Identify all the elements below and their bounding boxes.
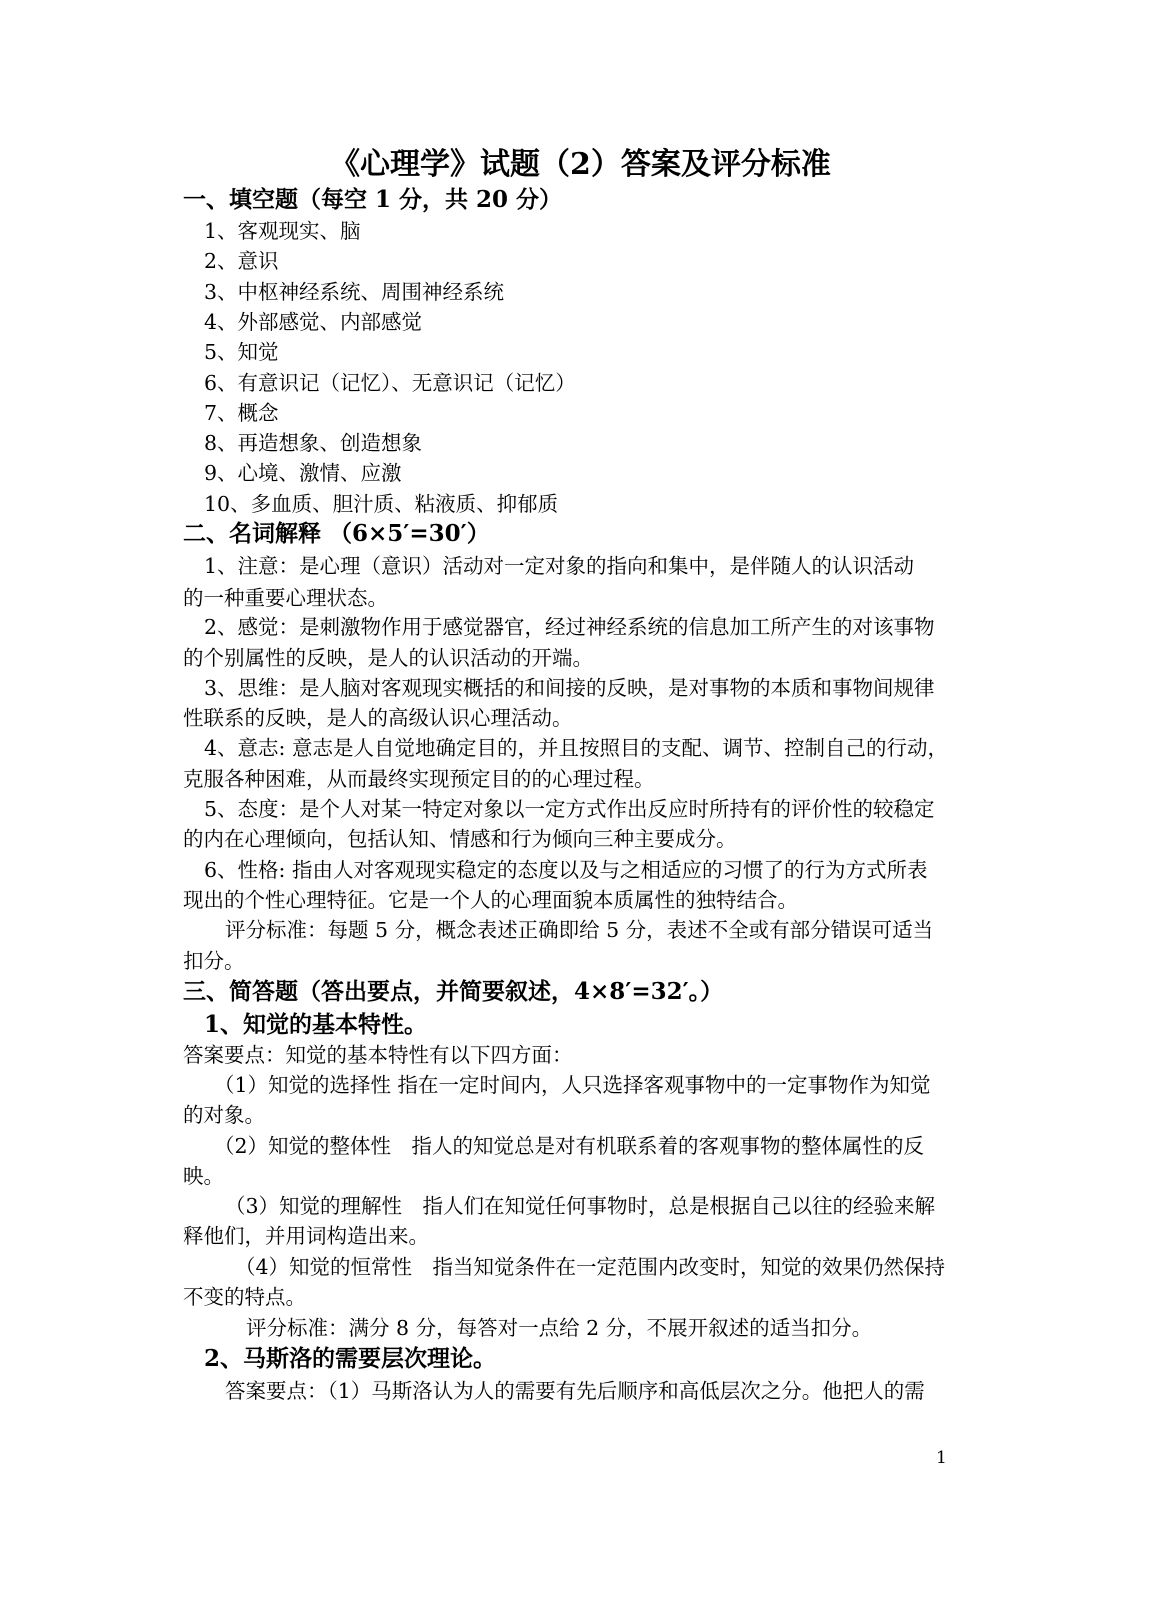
term-line: 4、意志: 意志是人自觉地确定目的，并且按照目的支配、调节、控制自己的行动， xyxy=(204,736,948,760)
term-line: 2、感觉：是刺激物作用于感觉器官，经过神经系统的信息加工所产生的对该事物 xyxy=(204,615,935,639)
fill-answer-8: 8、再造想象、创造想象 xyxy=(204,431,423,455)
question-heading: 1、知觉的基本特性。 xyxy=(204,1011,428,1038)
scoring-standard: 评分标准：每题 5 分，概念表述正确即给 5 分，表述不全或有部分错误可适当 xyxy=(225,918,934,942)
page-number: 1 xyxy=(936,1448,947,1468)
scoring-standard: 扣分。 xyxy=(183,949,245,973)
fill-answer-3: 3、中枢神经系统、周围神经系统 xyxy=(204,280,505,304)
answer-line: 答案要点：（1）马斯洛认为人的需要有先后顺序和高低层次之分。他把人的需 xyxy=(225,1379,925,1403)
fill-answer-5: 5、知觉 xyxy=(204,340,279,364)
fill-answer-2: 2、意识 xyxy=(204,249,279,273)
section1-heading: 一、填空题（每空 1 分，共 20 分） xyxy=(183,186,563,213)
term-line: 5、态度：是个人对某一特定对象以一定方式作出反应时所持有的评价性的较稳定 xyxy=(204,797,935,821)
fill-answer-4: 4、外部感觉、内部感觉 xyxy=(204,310,423,334)
fill-answer-10: 10、多血质、胆汁质、粘液质、抑郁质 xyxy=(204,492,559,516)
document-title: 《心理学》试题（2）答案及评分标准 xyxy=(330,147,831,182)
fill-answer-1: 1、客观现实、脑 xyxy=(204,219,361,243)
answer-line: 映。 xyxy=(183,1164,224,1188)
answer-line: （4）知觉的恒常性 指当知觉条件在一定范围内改变时，知觉的效果仍然保持 xyxy=(235,1255,946,1279)
answer-line: 释他们，并用词构造出来。 xyxy=(183,1224,429,1248)
answer-line: 的对象。 xyxy=(183,1103,265,1127)
term-line: 6、性格: 指由人对客观现实稳定的态度以及与之相适应的习惯了的行为方式所表 xyxy=(204,858,928,882)
answer-line: （2）知觉的整体性 指人的知觉总是对有机联系着的客观事物的整体属性的反 xyxy=(214,1134,925,1158)
question-heading: 2、马斯洛的需要层次理论。 xyxy=(204,1345,497,1372)
answer-line: （3）知觉的理解性 指人们在知觉任何事物时，总是根据自己以往的经验来解 xyxy=(225,1194,936,1218)
term-line: 性联系的反映，是人的高级认识心理活动。 xyxy=(183,706,573,730)
term-line: 现出的个性心理特征。它是一个人的心理面貌本质属性的独特结合。 xyxy=(183,888,798,912)
term-line: 的一种重要心理状态。 xyxy=(183,586,388,610)
term-line: 的个别属性的反映，是人的认识活动的开端。 xyxy=(183,646,593,670)
section3-heading: 三、简答题（答出要点，并简要叙述，4×8′=32′。） xyxy=(183,978,724,1005)
term-line: 1、注意：是心理（意识）活动对一定对象的指向和集中，是伴随人的认识活动 xyxy=(204,554,915,578)
scoring-standard: 评分标准：满分 8 分，每答对一点给 2 分，不展开叙述的适当扣分。 xyxy=(246,1316,873,1340)
answer-line: 不变的特点。 xyxy=(183,1285,306,1309)
fill-answer-7: 7、概念 xyxy=(204,401,279,425)
section2-heading: 二、名词解释 （6×5′=30′） xyxy=(183,520,490,547)
term-line: 克服各种困难，从而最终实现预定目的的心理过程。 xyxy=(183,767,655,791)
fill-answer-9: 9、心境、激情、应激 xyxy=(204,461,402,485)
term-line: 3、思维：是人脑对客观现实概括的和间接的反映，是对事物的本质和事物间规律 xyxy=(204,676,935,700)
answer-line: （1）知觉的选择性 指在一定时间内，人只选择客观事物中的一定事物作为知觉 xyxy=(214,1073,931,1097)
term-line: 的内在心理倾向，包括认知、情感和行为倾向三种主要成分。 xyxy=(183,827,737,851)
fill-answer-6: 6、有意识记（记忆）、无意识记（记忆） xyxy=(204,371,576,395)
answer-line: 答案要点：知觉的基本特性有以下四方面： xyxy=(183,1043,573,1067)
